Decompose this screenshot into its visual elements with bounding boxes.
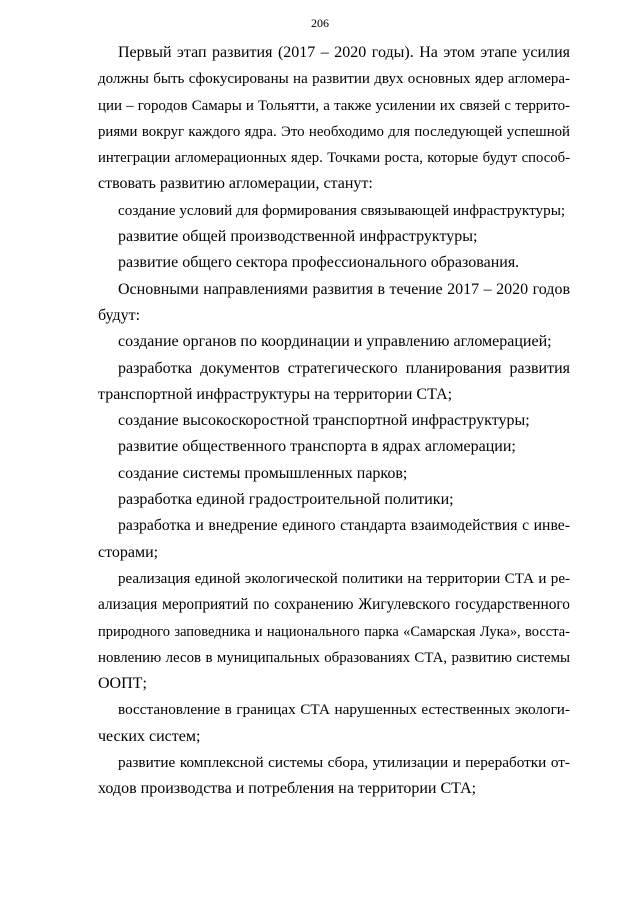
text-line: развитие общественного транспорта в ядрах агломерации; <box>118 438 516 456</box>
text-line: ствовать развитию агломерации, станут: <box>98 175 373 193</box>
document-body <box>98 40 570 803</box>
text-line: ческих систем; <box>98 727 201 745</box>
text-line: создание высокоскоростной транспортной инфраструктуры; <box>118 412 530 430</box>
text-line: создание условий для формирования связывающей инфраструктуры; <box>118 201 566 219</box>
page-number: 206 <box>311 16 329 30</box>
text-line: природного заповедника и национального парка «Самарская Лука», восста- <box>98 623 570 640</box>
text-line: ции – городов Самары и Тольятти, а также усилении их связей с террито- <box>98 97 570 114</box>
text-line: развитие комплексной системы сбора, утилизации и переработки от- <box>118 754 570 772</box>
text-line: транспортной инфраструктуры на территории СТА; <box>98 385 453 403</box>
text-line: развитие общей производственной инфраструктуры; <box>118 228 478 246</box>
text-line: сторами; <box>98 543 159 561</box>
text-line: реализация единой экологической политики на территории СТА и ре- <box>118 570 570 587</box>
text-line: ходов производства и потребления на территории СТА; <box>98 780 477 798</box>
text-line: восстановление в границах СТА нарушенных естественных экологи- <box>118 701 570 719</box>
text-line: ООПТ; <box>98 675 147 693</box>
text-line: будут: <box>98 306 141 324</box>
text-line: интеграции агломерационных ядер. Точками роста, которые будут способ- <box>98 150 570 167</box>
text-line: развитие общего сектора профессионального образования. <box>118 254 520 272</box>
text-line: Первый этап развития (2017 – 2020 годы). На этом этапе усилия <box>118 44 570 61</box>
text-line: Основными направлениями развития в течение 2017 – 2020 годов <box>118 280 570 298</box>
text-line: разработка единой градостроительной политики; <box>118 491 454 509</box>
text-line: создание органов по координации и управлению агломерацией; <box>118 333 552 351</box>
text-line: должны быть сфокусированы на развитии двух основных ядер агломера- <box>98 71 570 88</box>
text-line: новлению лесов в муниципальных образованиях СТА, развитию системы <box>98 649 570 666</box>
text-line: разработка и внедрение единого стандарта взаимодействия с инве- <box>118 517 570 535</box>
text-line: создание системы промышленных парков; <box>118 464 408 482</box>
text-line: риями вокруг каждого ядра. Это необходимо для последующей успешной <box>98 123 570 140</box>
text-line: разработка документов стратегического планирования развития <box>118 359 570 377</box>
text-line: ализация мероприятий по сохранению Жигулевского государственного <box>98 596 570 614</box>
